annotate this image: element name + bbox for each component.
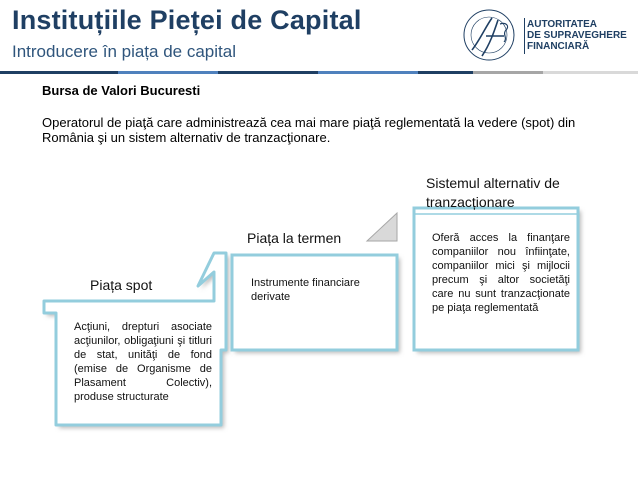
step-text-alt: Oferă acces la finanţare companiilor nou înfiinţate, companiilor mici şi mijlocii precum şi altor societăţi care nu sunt tranzacţionate pe piaţa reglementată: [432, 232, 570, 314]
step-label-term: Piața la termen: [247, 230, 342, 246]
authority-line: DE SUPRAVEGHERE: [527, 30, 627, 41]
step-term-fold: [367, 213, 397, 241]
step-text-term: Instrumente financiare derivate: [251, 277, 360, 303]
section-body: Operatorul de piaţă care administrează cea mai mare piaţă reglementată la vedere (spot) din România şi un sistem alternativ de tranzacţionare.: [42, 115, 576, 145]
page-subtitle: Introducere în piața de capital: [12, 42, 236, 61]
step-text-spot: Acţiuni, drepturi asociate acţiunilor, obligaţiuni şi titluri de stat, unităţi de fond (emise de Organisme de Plasament Colectiv), produse structurate: [74, 321, 212, 403]
step-label-spot: Piața spot: [90, 277, 153, 293]
page-title: Instituțiile Pieței de Capital: [12, 5, 362, 35]
step-label-alt: Sistemul alternativ de tranzacționare: [426, 175, 560, 210]
authority-line: FINANCIARĂ: [527, 41, 590, 52]
authority-line: AUTORITATEA: [527, 19, 597, 30]
section-heading: Bursa de Valori Bucuresti: [42, 83, 201, 98]
